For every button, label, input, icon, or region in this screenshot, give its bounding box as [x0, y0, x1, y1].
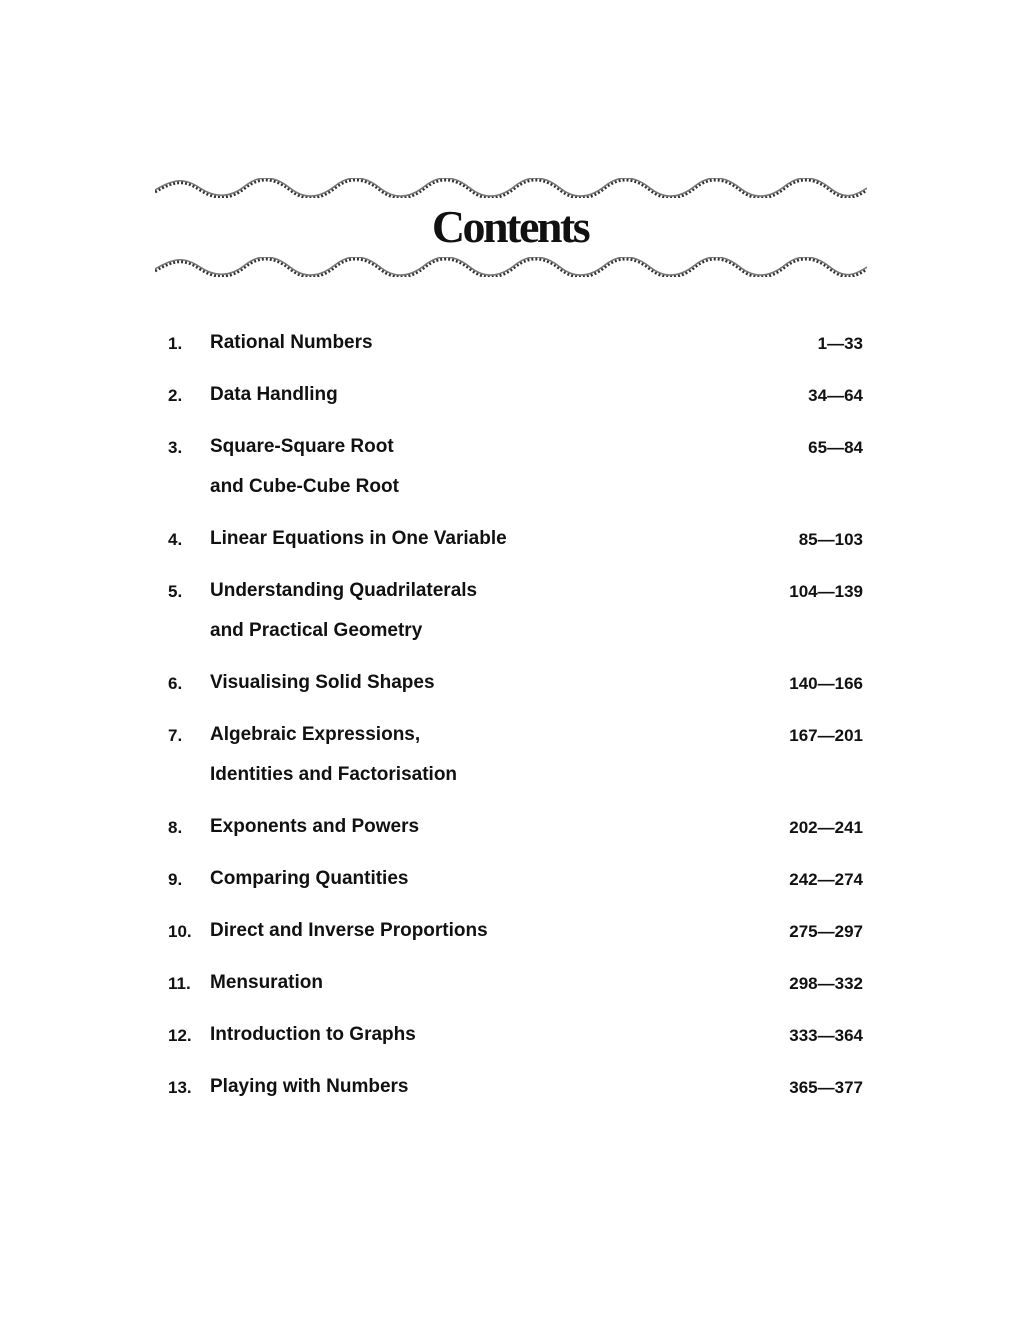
page-range: 333—364 — [789, 1026, 863, 1045]
chapter-number: 11. — [168, 974, 191, 993]
chapter-number: 10. — [168, 922, 192, 941]
toc-entry — [168, 382, 863, 434]
chapter-title: Mensuration — [210, 972, 323, 993]
chapter-title: Comparing Quantities — [210, 868, 409, 889]
chapter-number: 12. — [168, 1026, 192, 1045]
chapter-title: Introduction to Graphs — [210, 1024, 416, 1045]
toc-entry — [168, 1022, 863, 1074]
chapter-title: Understanding Quadrilaterals — [210, 580, 478, 601]
decorative-border-bottom — [155, 257, 867, 277]
chapter-title: Linear Equations in One Variable — [210, 528, 507, 549]
chapter-title: Square-Square Root — [210, 436, 394, 457]
chapter-number: 4. — [168, 530, 183, 549]
page-range: 275—297 — [789, 922, 863, 941]
chapter-title: Algebraic Expressions, — [210, 724, 421, 745]
page-range: 365—377 — [789, 1078, 863, 1097]
toc-entry — [168, 434, 863, 526]
chapter-number: 6. — [168, 674, 183, 693]
toc-entry — [168, 814, 863, 866]
page-title: Contents — [431, 201, 589, 252]
chapter-title: Visualising Solid Shapes — [210, 672, 435, 693]
page-range: 140—166 — [789, 674, 863, 693]
chapter-number: 13. — [168, 1078, 192, 1097]
decorative-border-top — [155, 178, 867, 198]
chapter-number: 3. — [168, 438, 183, 457]
page-range: 1—33 — [817, 334, 863, 353]
chapter-title-continued: Identities and Factorisation — [210, 764, 458, 785]
page-range: 167—201 — [789, 726, 863, 745]
toc-entry — [168, 722, 863, 814]
chapter-title-continued: and Cube-Cube Root — [210, 476, 399, 497]
toc-entry — [168, 866, 863, 918]
page-range: 242—274 — [789, 870, 863, 889]
toc-entry — [168, 670, 863, 722]
page-range: 104—139 — [789, 582, 863, 601]
chapter-title: Data Handling — [210, 384, 338, 405]
toc-entry — [168, 918, 863, 970]
toc-entry — [168, 1074, 863, 1126]
chapter-number: 5. — [168, 582, 183, 601]
chapter-number: 1. — [168, 334, 183, 353]
chapter-title: Direct and Inverse Proportions — [210, 920, 488, 941]
chapter-number: 8. — [168, 818, 183, 837]
table-of-contents — [168, 330, 863, 1126]
toc-entry — [168, 330, 863, 382]
page-range: 85—103 — [798, 530, 863, 549]
page-range: 298—332 — [789, 974, 863, 993]
page-range: 34—64 — [808, 386, 863, 405]
toc-entry — [168, 970, 863, 1022]
chapter-title: Rational Numbers — [210, 332, 373, 353]
chapter-title-continued: and Practical Geometry — [210, 620, 423, 641]
toc-entry — [168, 526, 863, 578]
chapter-title: Exponents and Powers — [210, 816, 420, 837]
toc-entry — [168, 578, 863, 670]
chapter-number: 9. — [168, 870, 183, 889]
chapter-number: 7. — [168, 726, 183, 745]
page-range: 65—84 — [808, 438, 863, 457]
chapter-title: Playing with Numbers — [210, 1076, 409, 1097]
chapter-number: 2. — [168, 386, 183, 405]
page-range: 202—241 — [789, 818, 863, 837]
